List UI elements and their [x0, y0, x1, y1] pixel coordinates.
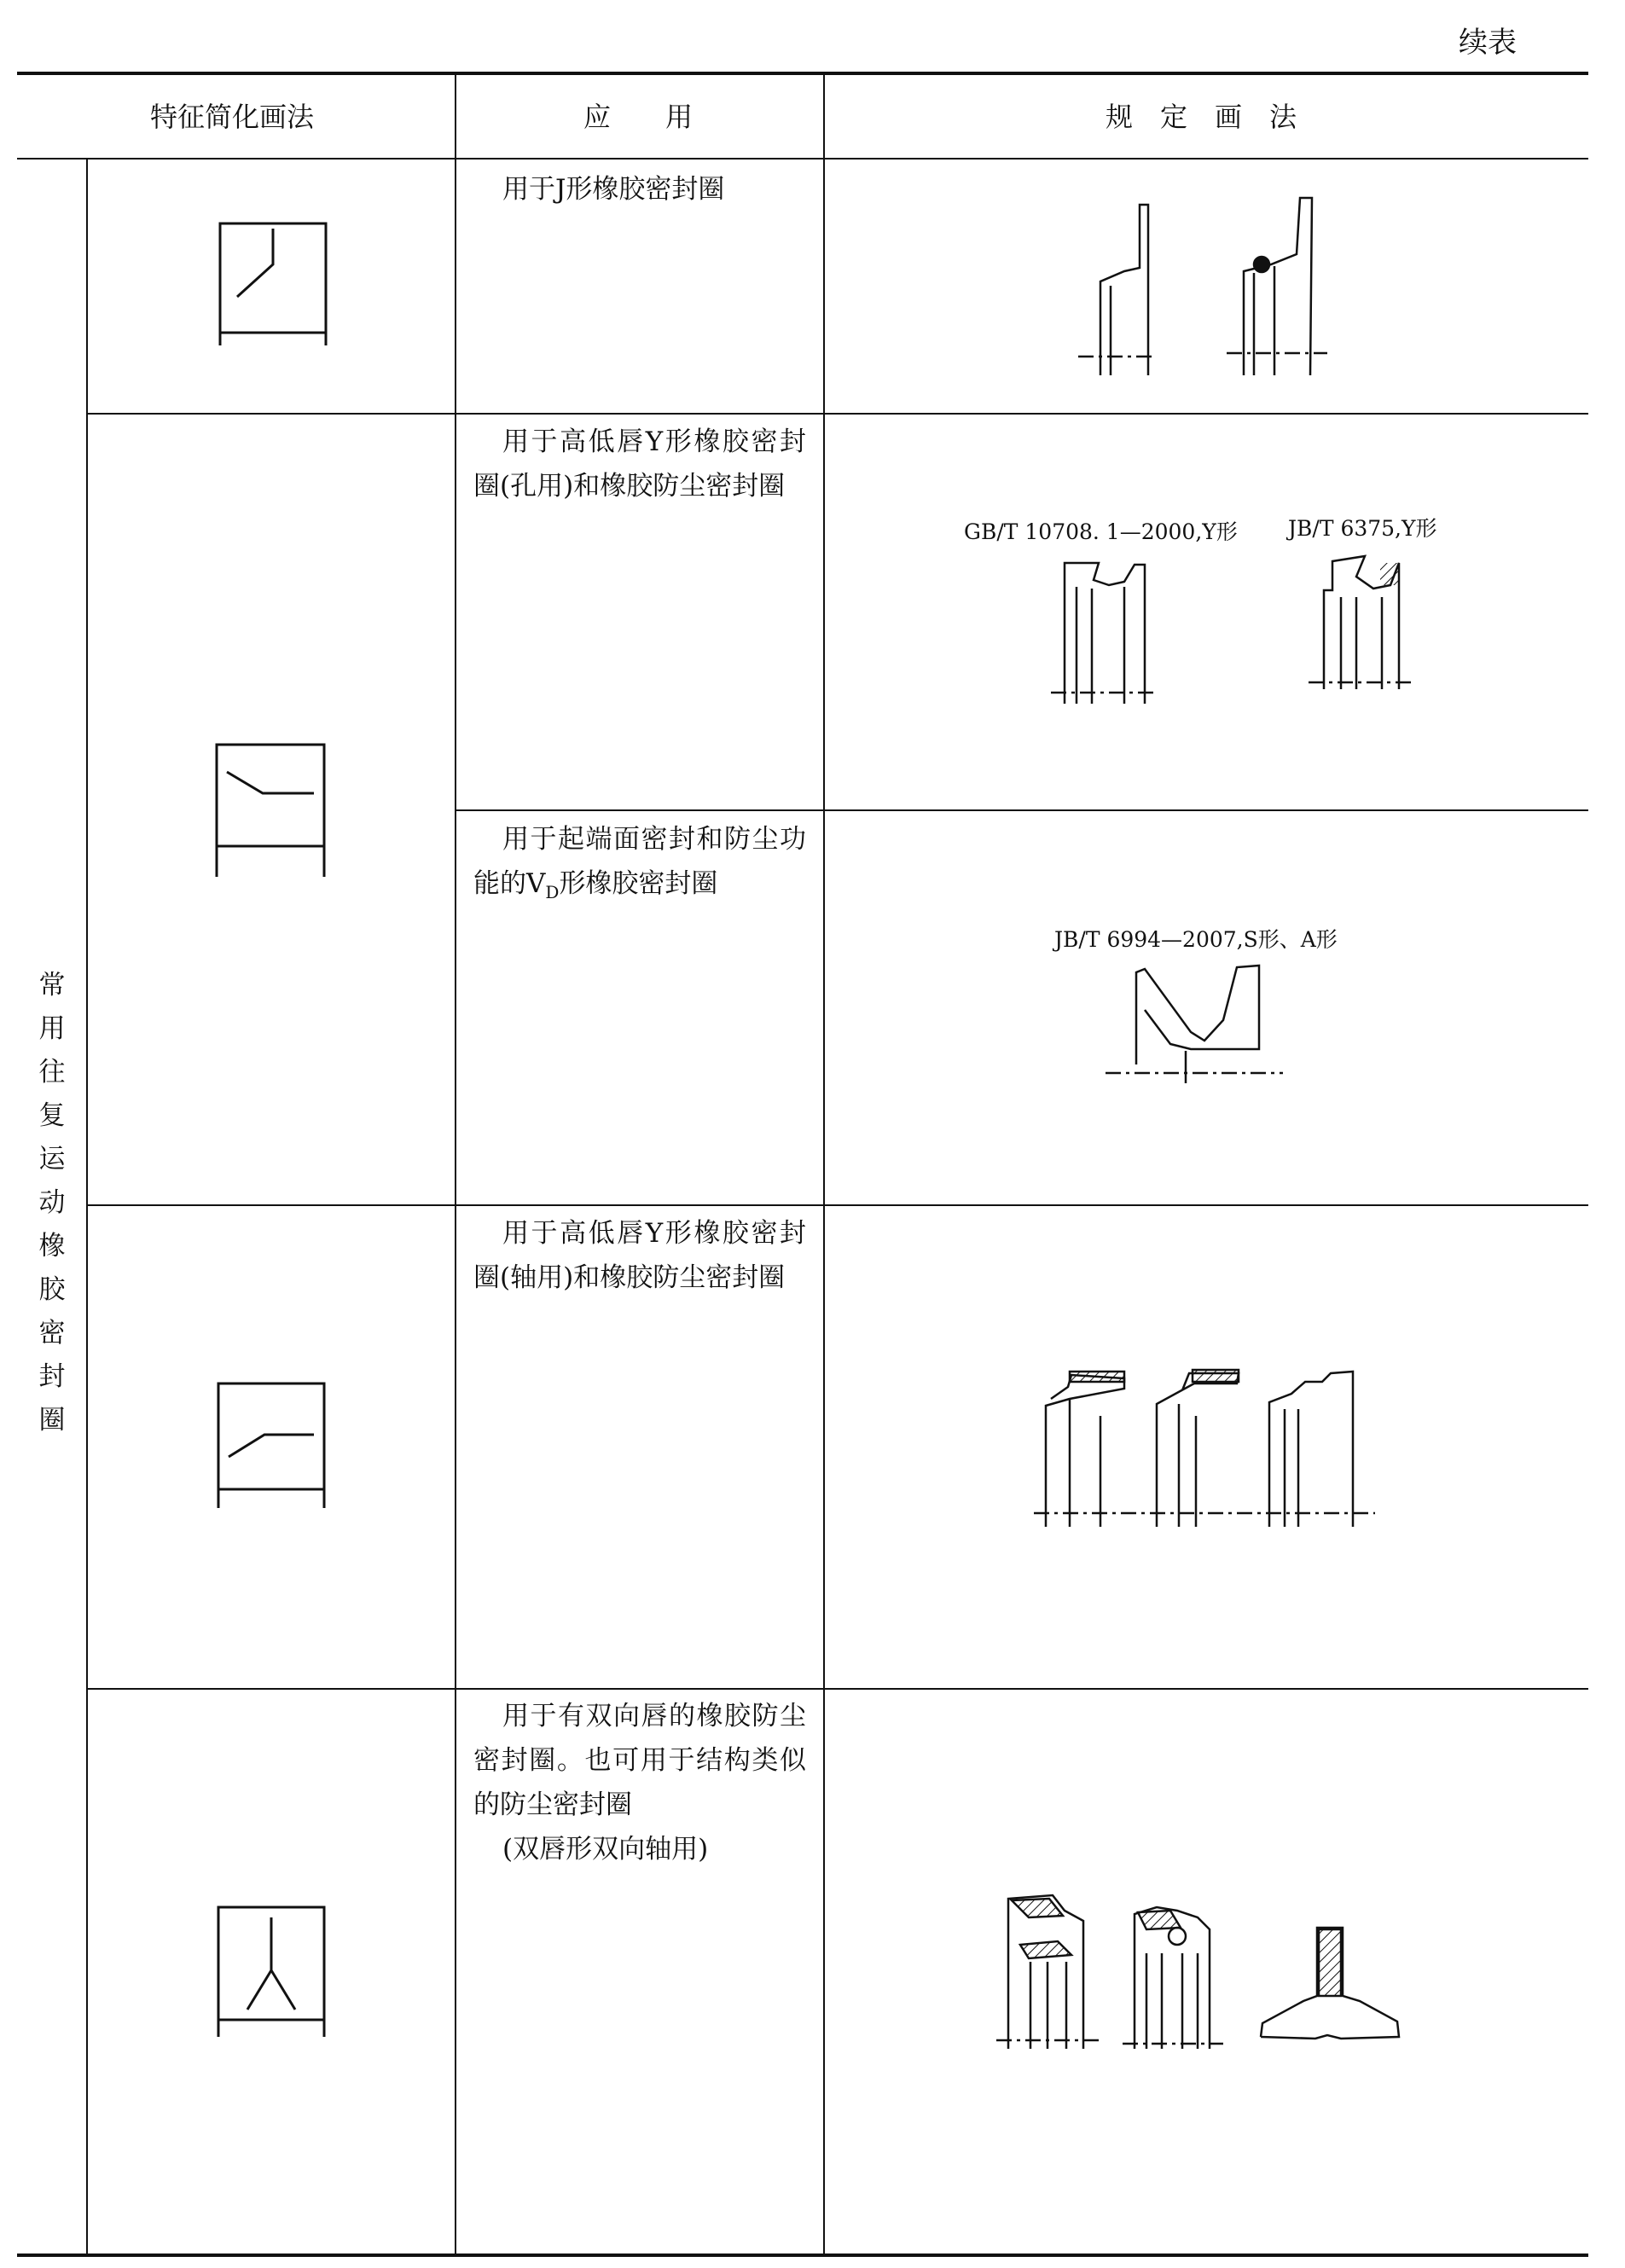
application-text-3: 用于起端面密封和防尘功能的$V_D$形橡胶密封圈	[473, 824, 806, 903]
standard-label-jb-6375: JB/T 6375,Y形	[1288, 516, 1437, 541]
category-label: 常用往复运动橡胶密封圈	[38, 970, 66, 1436]
y-seal-shaft-symbol-icon	[218, 1383, 324, 1508]
y-seal-hole-symbol-icon	[217, 745, 324, 877]
application-text-2: 用于高低唇Y形橡胶密封圈(孔用)和橡胶防尘密封圈	[473, 426, 806, 502]
j-seal-symbol-icon	[220, 223, 326, 345]
header-application: 应 用	[583, 101, 694, 133]
header-symbol: 特征简化画法	[150, 101, 315, 133]
double-lip-symbol-icon	[218, 1907, 324, 2037]
application-text-1: 用于J形橡胶密封圈	[502, 174, 725, 205]
y-seal-hole-drawing-icon	[1051, 556, 1413, 704]
standard-label-gb-10708: GB/T 10708. 1—2000,Y形	[964, 519, 1238, 544]
y-seal-shaft-drawing-icon	[1034, 1370, 1375, 1527]
application-text-4: 用于高低唇Y形橡胶密封圈(轴用)和橡胶防尘密封圈	[473, 1218, 806, 1293]
application-text-5: 用于有双向唇的橡胶防尘密封圈。也可用于结构类似的防尘密封圈 (双唇形双向轴用)	[473, 1701, 806, 1865]
header-drawing: 规 定 画 法	[1106, 101, 1297, 133]
vd-seal-drawing-icon	[1106, 966, 1283, 1083]
continued-label: 续表	[1459, 26, 1517, 60]
standard-label-jb-6994: JB/T 6994—2007,S形、A形	[1054, 927, 1338, 952]
double-lip-drawing-icon	[996, 1895, 1399, 2049]
j-seal-drawing-icon	[1078, 198, 1327, 375]
